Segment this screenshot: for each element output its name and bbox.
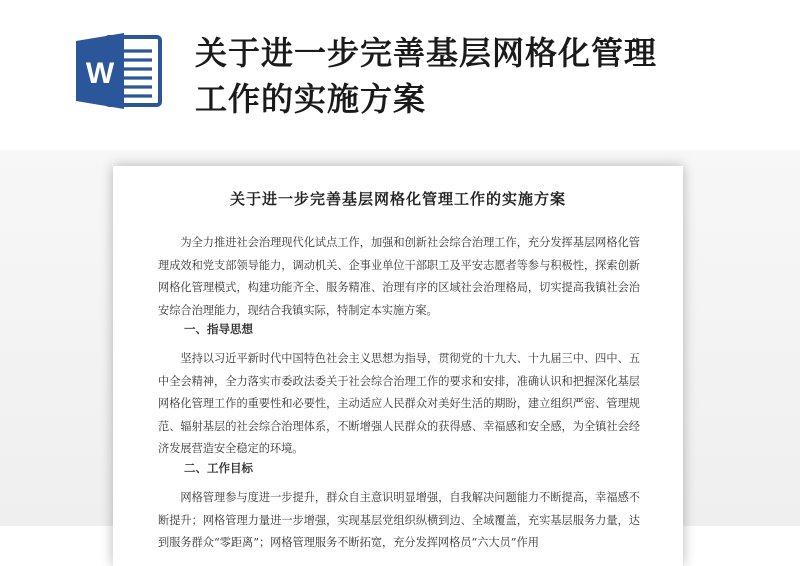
document-title: 关于进一步完善基层网格化管理工作的实施方案 (229, 190, 566, 208)
intro-paragraph: 为全力推进社会治理现代化试点工作，加强和创新社会综合治理工作，充分发挥基层网格化管理成效和党支部领导能力，调动机关、企事业单位干部职工及平安志愿者等参与积极性，探索创新网格化管理模式，构建功能齐全、服务精准、治理有序的区域社会治理格局，切实提高我镇社会治安综合治理能力，现结合我镇实际，特制定本实施方案。 (158, 236, 640, 317)
banner-title-line-2: 工作的实施方案 (195, 80, 427, 118)
document-page (113, 166, 683, 566)
word-logo-letter: W (85, 57, 115, 90)
word-document-icon (76, 31, 164, 111)
banner-title-line-1: 关于进一步完善基层网格化管理 (195, 34, 658, 72)
section-paragraph-guiding-ideology: 坚持以习近平新时代中国特色社会主义思想为指导，贯彻党的十九大、十九届三中、四中、五中全会精神，全力落实市委政法委关于社会综合治理工作的要求和安排，准确认识和把握深化基层网格化管理工作的重要性和必要性，主动适应人民群众对美好生活的期盼，建立组织严密、管理规范、辐射基层的社会综合治理体系，不断增强人民群众的获得感、幸福感和安全感，为全镇社会经济发展营造安全稳定的环境。 (158, 352, 640, 455)
document-preview-area (0, 150, 800, 549)
banner (0, 0, 800, 150)
section-heading-work-goals: 二、工作目标 (184, 461, 253, 475)
section-heading-guiding-ideology: 一、指导思想 (184, 322, 253, 336)
section-paragraph-work-goals: 网格管理参与度进一步提升，群众自主意识明显增强，自我解决问题能力不断提高，幸福感不断提升；网格管理力量进一步增强，实现基层党组织纵横到边、全域覆盖，充实基层服务力量，达到服务群众“零距离”；网格管理服务不断拓宽，充分发挥网格员“六大员”作用 (158, 491, 640, 549)
banner-title (195, 30, 755, 122)
